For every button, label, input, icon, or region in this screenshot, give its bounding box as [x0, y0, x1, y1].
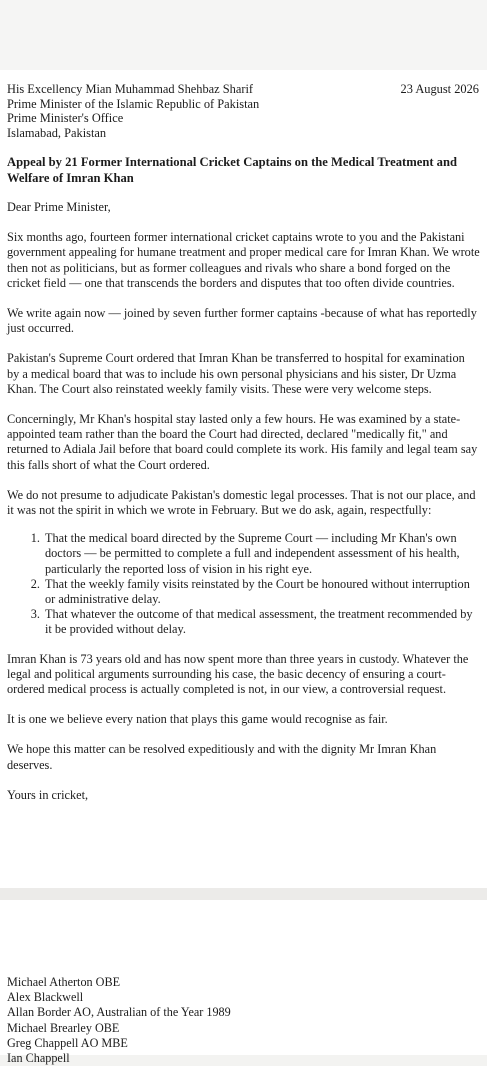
signatory: Greg Chappell AO MBE	[7, 1035, 128, 1050]
signatory: Ian Chappell	[7, 1051, 70, 1066]
request-item: 2. That the weekly family visits reinstated by the Court be honoured without interruption or administrative delay.	[43, 577, 480, 607]
signatory: Allan Border AO, Australian of the Year 1989	[7, 1005, 231, 1020]
recipient-line: His Excellency Mian Muhammad Shehbaz Sharif	[7, 82, 254, 96]
recipient-line: Prime Minister of the Islamic Republic of Pakistan	[7, 96, 260, 111]
signatory: Alex Blackwell	[7, 990, 84, 1005]
paragraph: Concerningly, Mr Khan's hospital stay lasted only a few hours. He was examined by a state-appointed team rather than the board the Court had directed, declared "medically fit," and returned to Adiala Jail before that board could complete its work. His family and legal team say this falls short of what the Court ordered.	[7, 412, 478, 472]
salutation: Dear Prime Minister,	[7, 200, 111, 214]
top-margin	[0, 0, 487, 70]
request-item: 1. That the medical board directed by the Supreme Court — including Mr Khan's own doctors — be permitted to complete a full and independent assessment of his health, particularly the reported loss of vision in his right eye.	[43, 531, 480, 577]
paragraph: We do not presume to adjudicate Pakistan's domestic legal processes. That is not our place, and it was not the spirit in which we wrote in February. But we do ask, again, respectfully:	[7, 487, 476, 518]
paragraph: We hope this matter can be resolved expeditiously and with the dignity Mr Imran Khan deserves.	[7, 742, 437, 772]
signoff: Yours in cricket,	[7, 787, 89, 802]
recipient-address	[7, 82, 337, 140]
paragraph: We write again now — joined by seven further former captains -because of what has reportedly just occurred.	[7, 306, 477, 336]
signatory: Michael Brearley OBE	[7, 1020, 120, 1035]
letter-page-2	[0, 900, 487, 1066]
paragraph: Imran Khan is 73 years old and has now spent more than three years in custody. Whatever the legal and political arguments surrounding his case, the basic decency of ensuring a court-ordered medical process is actually completed is not, in our view, a controversial request.	[7, 651, 469, 697]
request-item: 3. That whatever the outcome of that medical assessment, the treatment recommended by it be provided without delay.	[43, 607, 480, 637]
signatory: Michael Atherton OBE	[7, 975, 121, 989]
recipient-line: Islamabad, Pakistan	[7, 125, 107, 140]
signatories-list	[7, 975, 231, 1066]
page-separator	[0, 888, 487, 900]
letter-page-1	[0, 70, 487, 888]
paragraph: Pakistan's Supreme Court ordered that Imran Khan be transferred to hospital for examination by a medical board that was to include his own personal physicians and his sister, Dr Uzma Khan. The Court also reinstated weekly family visits. These were very welcome steps.	[7, 351, 465, 396]
letter-date: 23 August 2026	[400, 82, 479, 96]
paragraph: Six months ago, fourteen former international cricket captains wrote to you and the Pakistani government appealing for humane treatment and proper medical care for Imran Khan. We wrote then not as politicians, but as former colleagues and rivals who share a bond forged on the cricket field — one that transcends the borders and disputes that too often divide countries.	[7, 230, 480, 290]
requests-list	[7, 531, 480, 637]
letter-body	[7, 200, 480, 818]
recipient-line: Prime Minister's Office	[7, 111, 124, 125]
letter-subject: Appeal by 21 Former International Cricket Captains on the Medical Treatment and Welfare of Imran Khan	[7, 155, 457, 185]
paragraph: It is one we believe every nation that plays this game would recognise as fair.	[7, 712, 388, 727]
